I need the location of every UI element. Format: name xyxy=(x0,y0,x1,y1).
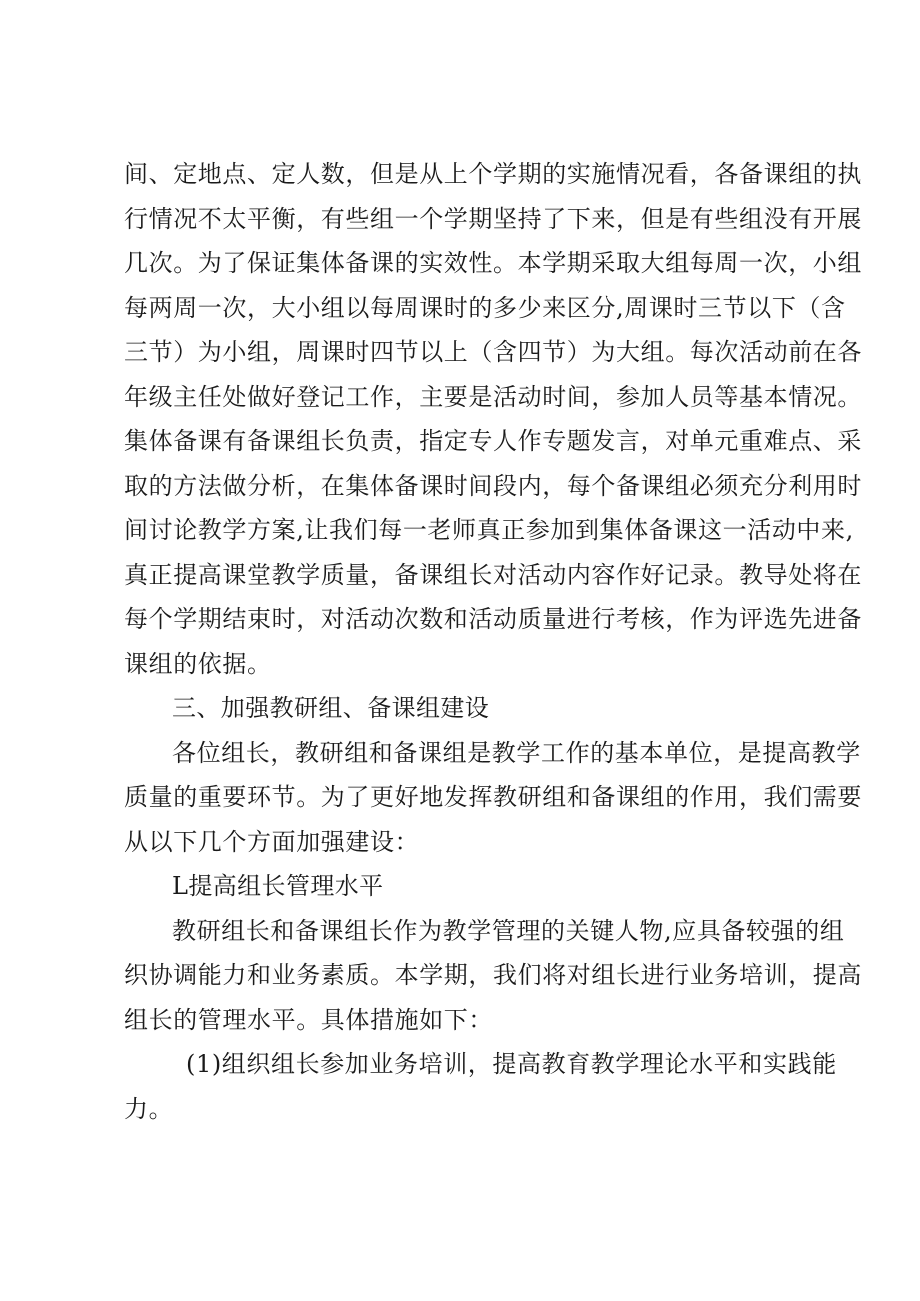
paragraph-line: 间讨论教学方案,让我们每一老师真正参加到集体备课这一活动中来, xyxy=(124,516,854,544)
paragraph-line: 质量的重要环节。为了更好地发挥教研组和备课组的作用，我们需要 xyxy=(124,783,862,811)
section-heading: 三、加强教研组、备课组建设 xyxy=(172,694,490,722)
paragraph-line: 年级主任处做好登记工作，主要是活动时间，参加人员等基本情况。 xyxy=(124,382,862,411)
paragraph-line: 集体备课有备课组长负责，指定专人作专题发言，对单元重难点、采 xyxy=(124,427,862,455)
subsection-heading: L提高组长管理水平 xyxy=(172,872,384,900)
paragraph-line: 取的方法做分析，在集体备课时间段内，每个备课组必须充分利用时 xyxy=(124,471,862,500)
paragraph-line: 几次。为了保证集体备课的实效性。本学期采取大组每周一次，小组 xyxy=(124,249,862,277)
paragraph-line: 间、定地点、定人数，但是从上个学期的实施情况看，各备课组的执 xyxy=(124,160,862,188)
paragraph-line: 课组的依据。 xyxy=(124,649,272,678)
paragraph-line: 行情况不太平衡，有些组一个学期坚持了下来，但是有些组没有开展 xyxy=(124,204,862,233)
list-item-line: 力。 xyxy=(124,1094,174,1123)
paragraph-line: 三节）为小组，周课时四节以上（含四节）为大组。每次活动前在各 xyxy=(124,338,862,366)
paragraph-line: 教研组长和备课组长作为教学管理的关键人物,应具备较强的组 xyxy=(172,916,845,945)
document-body xyxy=(124,152,862,1131)
paragraph-line: 每个学期结束时，对活动次数和活动质量进行考核，作为评选先进备 xyxy=(124,605,862,633)
paragraph-line: 组长的管理水平。具体措施如下： xyxy=(124,1005,493,1034)
paragraph-line: 每两周一次，大小组以每周课时的多少来区分,周课时三节以下（含 xyxy=(124,293,846,322)
paragraph-line: 真正提高课堂教学质量，备课组长对活动内容作好记录。教导处将在 xyxy=(124,560,862,589)
list-item-line: (1)组织组长参加业务培训，提高教育教学理论水平和实践能 xyxy=(186,1050,837,1078)
paragraph-line: 织协调能力和业务素质。本学期，我们将对组长进行业务培训，提高 xyxy=(124,961,862,989)
paragraph-line: 从以下几个方面加强建设： xyxy=(124,827,420,856)
paragraph-line: 各位组长，教研组和备课组是教学工作的基本单位，是提高教学 xyxy=(172,738,861,767)
